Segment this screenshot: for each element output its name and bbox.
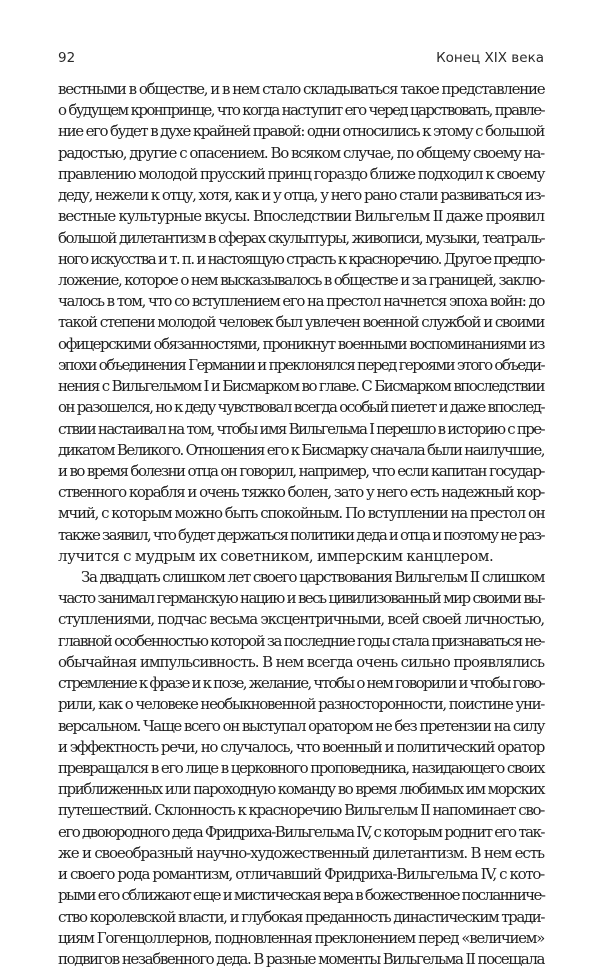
text-line: его двоюродного деда Фридриха-Вильгельма IV, с которым роднит его так- bbox=[58, 822, 545, 841]
paragraph-end-line: лучится с мудрым их советником, имперским канцлером. bbox=[58, 546, 494, 565]
text-line: он разошелся, но к деду чувствовал всегда особый пиетет и даже впослед- bbox=[58, 398, 545, 417]
text-line: и эффектность речи, но случалось, что военный и политический оратор bbox=[58, 737, 544, 756]
text-line: версальном. Чаще всего он выступал оратором не без претензии на силу bbox=[58, 716, 544, 735]
text-line: чалось в том, что со вступлением его на престол начнется эпоха войн: до bbox=[58, 292, 544, 311]
text-line: ступлениями, подчас весьма эксцентричными, всей своей личностью, bbox=[58, 610, 544, 629]
text-line: и во время болезни отца он говорил, например, что если капитан государ- bbox=[58, 461, 544, 480]
text-line: офицерскими обязанностями, проникнут военными воспоминаниями из bbox=[58, 334, 544, 353]
text-line: стремление к фразе и к позе, желание, чтобы о нем говорили и чтобы гово- bbox=[58, 674, 544, 693]
text-line: главной особенностью которой за последние годы стала признаваться не- bbox=[58, 631, 544, 650]
text-line: рили, как о человеке необыкновенной разносторонности, поистине уни- bbox=[58, 695, 544, 714]
text-line: и своего рода романтизм, отличавший Фридриха-Вильгельма IV, с кото- bbox=[58, 865, 544, 884]
text-line: большой дилетантизм в сферах скульптуры, живописи, музыки, театраль- bbox=[58, 228, 544, 247]
text-line: вестные культурные вкусы. Впоследствии Вильгельм II даже проявил bbox=[58, 207, 544, 226]
text-line: правлению молодой прусский принц гораздо ближе подходил к своему bbox=[58, 164, 545, 183]
text-line: же и своеобразный научно-художественный дилетантизм. В нем есть bbox=[58, 843, 544, 862]
text-line: ние его будет в духе крайней правой: одни относились к этому с большой bbox=[58, 122, 544, 141]
text-line: путешествий. Склонность к красноречию Вильгельм II напоминает сво- bbox=[58, 801, 544, 820]
running-title: Конец XIX века bbox=[436, 50, 544, 66]
text-line: ного искусства и т. п. и настоящую страсть к красноречию. Другое предпо- bbox=[58, 249, 544, 268]
text-line: приближенных или пароходную команду во время любимых им морских bbox=[58, 780, 544, 799]
text-line: ложение, которое о нем высказывалось в обществе и за границей, заклю- bbox=[58, 270, 544, 289]
text-line: превращался в его лице в церковного проповедника, назидающего своих bbox=[58, 759, 544, 777]
text-line: мчий, с которым можно быть спокойным. По вступлении на престол он bbox=[58, 504, 545, 523]
text-line: нения с Вильгельмом I и Бисмарком во главе. С Бисмарком впоследствии bbox=[58, 377, 544, 396]
text-line: ство королевской власти, и глубокая преданность династическим тради- bbox=[58, 907, 544, 926]
text-line: подвигов незабвенного деда. В разные моменты Вильгельма II посещала bbox=[58, 949, 544, 968]
page-number: 92 bbox=[58, 50, 76, 66]
text-line: рыми его сближают еще и мистическая вера в божественное посланниче- bbox=[58, 886, 545, 905]
text-line: дикатом Великого. Отношения его к Бисмарку сначала были наилучшие, bbox=[58, 440, 545, 459]
text-line: такой степени молодой человек был увлечен военной службой и своими bbox=[58, 313, 544, 332]
text-line: деду, нежели к отцу, хотя, как и у отца, у него рано стали развиваться из- bbox=[58, 186, 544, 205]
text-line: о будущем кронпринце, что когда наступит его черед царствовать, правле- bbox=[58, 101, 544, 120]
text-line: часто занимал германскую нацию и весь цивилизованный мир своими вы- bbox=[58, 589, 544, 608]
text-line: вестными в обществе, и в нем стало складываться такое представление bbox=[58, 80, 545, 98]
text-line: радостью, другие с опасением. Во всяком случае, по общему своему на- bbox=[58, 143, 544, 162]
text-line: обычайная импульсивность. В нем всегда очень сильно проявлялись bbox=[58, 652, 544, 671]
text-line: ственного корабля и очень тяжко болен, зато у него есть надежный кор- bbox=[58, 483, 544, 502]
paragraph-start-line: За двадцать слишком лет своего царствования Вильгельм II слишком bbox=[81, 568, 544, 587]
body-text bbox=[58, 79, 544, 970]
text-line: ствии настаивал на том, чтобы имя Вильгельма I перешло в историю с пре- bbox=[58, 419, 544, 438]
text-line: эпохи объединения Германии и преклонялся перед героями этого объеди- bbox=[58, 355, 544, 374]
text-line: циям Гогенцоллернов, подновленная преклонением перед «величием» bbox=[58, 928, 544, 947]
text-line: также заявил, что будет держаться политики деда и отца и поэтому не раз- bbox=[58, 525, 544, 544]
page-header bbox=[58, 50, 544, 72]
